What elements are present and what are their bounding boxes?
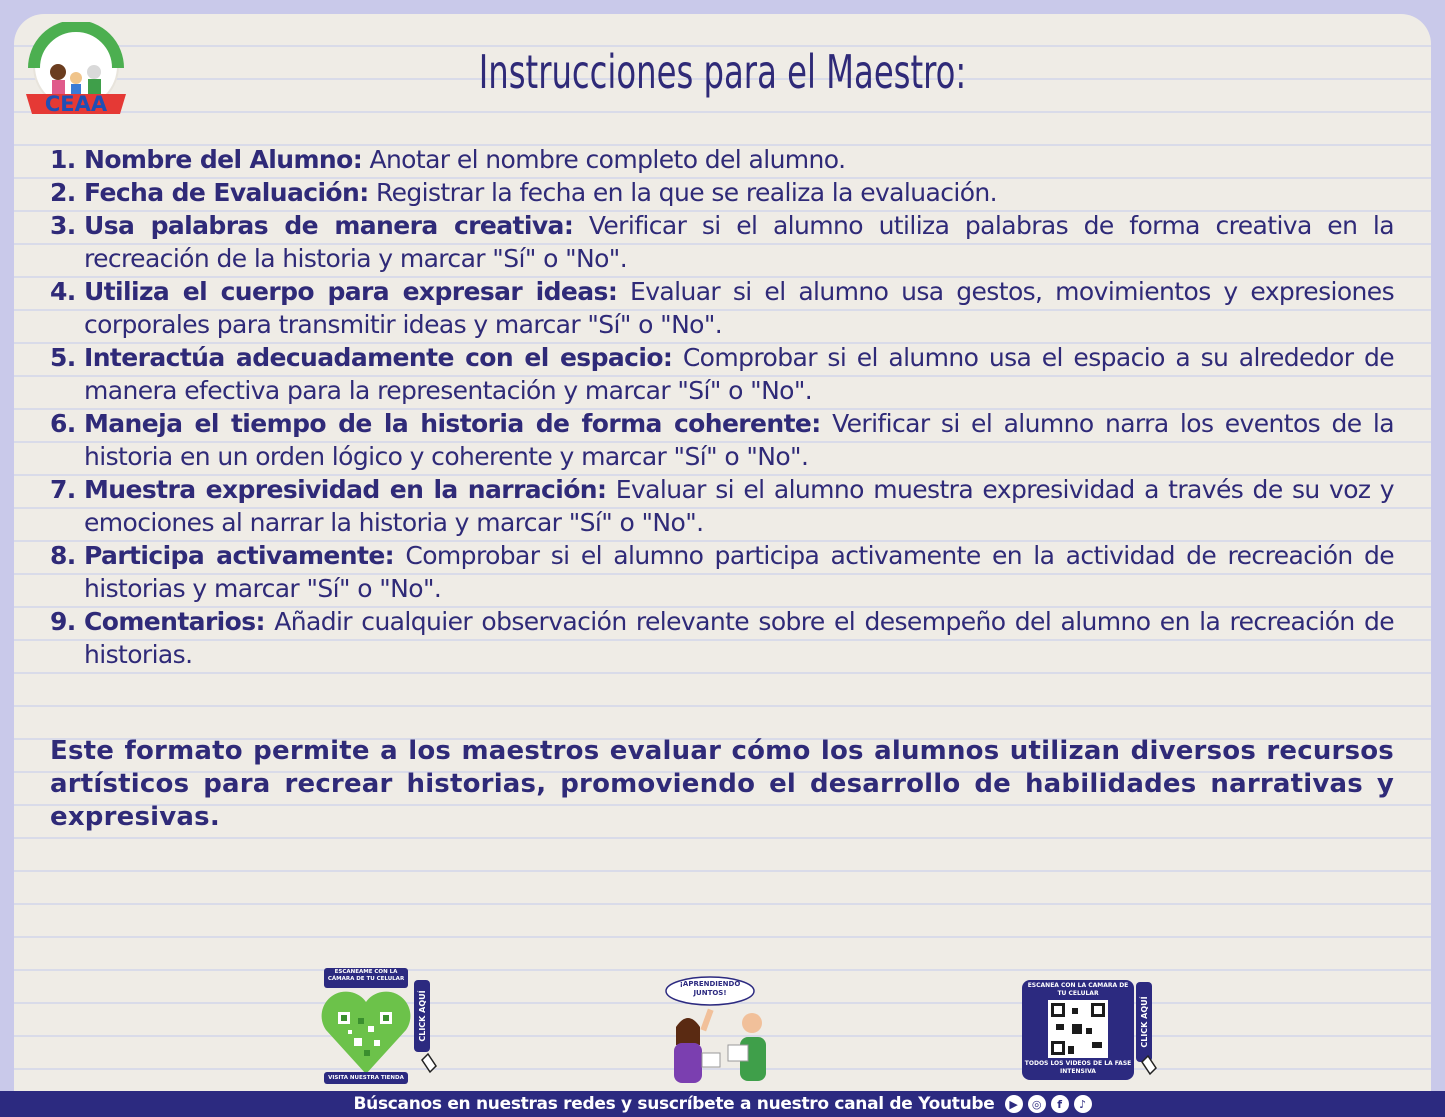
footer-bar	[0, 1091, 1445, 1117]
ceaa-logo	[20, 22, 132, 117]
svg-text:CLICK AQUÍ: CLICK AQUÍ	[418, 990, 427, 1042]
list-item: 3. Usa palabras de manera creativa: Verificar si el alumno utiliza palabras de forma creativa en la recreación de la historia y marcar "Sí" o "No".	[50, 211, 1394, 273]
list-item: 4. Utiliza el cuerpo para expresar ideas: Evaluar si el alumno usa gestos, movimientos y expresiones corporales para transmitir ideas y marcar "Sí" o "No".	[50, 277, 1394, 339]
tiktok-icon[interactable]: ♪	[1074, 1095, 1092, 1113]
store-qr-link[interactable]: ESCANÉAME CON LA CÁMARA DE TU CELULAR VISITA NUESTRA TIENDA CLICK AQUÍ	[318, 968, 442, 1086]
list-item: 5. Interactúa adecuadamente con el espacio: Comprobar si el alumno usa el espacio a su alrededor de manera efectiva para la representación y marcar "Sí" o "No".	[50, 343, 1394, 405]
list-item: 7. Muestra expresividad en la narración: Evaluar si el alumno muestra expresividad a través de su voz y emociones al narrar la historia y marcar "Sí" o "No".	[50, 475, 1394, 537]
instruction-list	[50, 143, 1394, 671]
closing-note: Este formato permite a los maestros evaluar cómo los alumnos utilizan diversos recursos artísticos para recrear historias, promoviendo el desarrollo de habilidades narrativas y expresivas.	[50, 736, 1394, 832]
svg-text:CEAA: CEAA	[44, 92, 108, 116]
facebook-icon[interactable]: f	[1051, 1095, 1069, 1113]
social-icons	[1005, 1095, 1092, 1113]
instagram-icon[interactable]: ◎	[1028, 1095, 1046, 1113]
list-item: 6. Maneja el tiempo de la historia de forma coherente: Verificar si el alumno narra los eventos de la historia en un orden lógico y coherente y marcar "Sí" o "No".	[50, 409, 1394, 471]
footer-text: Búscanos en nuestras redes y suscríbete a nuestro canal de Youtube	[353, 1094, 995, 1114]
svg-text:CLICK AQUÍ: CLICK AQUÍ	[1140, 996, 1149, 1048]
videos-qr-link[interactable]: ESCANEA CON LA CÁMARA DE TU CELULAR TODOS LOS VIDEOS DE LA FASE INTENSIVA CLICK AQUÍ	[1020, 978, 1162, 1084]
page-title: Instrucciones para el Maestro:	[478, 45, 967, 99]
list-item: 2. Fecha de Evaluación: Registrar la fecha en la que se realiza la evaluación.	[50, 178, 997, 207]
list-item: 8. Participa activamente: Comprobar si el alumno participa activamente en la actividad de recreación de historias y marcar "Sí" o "No".	[50, 541, 1394, 603]
learning-together-illustration: ¡APRENDIENDO JUNTOS!	[660, 975, 782, 1090]
list-item: 9. Comentarios: Añadir cualquier observación relevante sobre el desempeño del alumno en la recreación de historias.	[50, 607, 1394, 669]
youtube-icon[interactable]: ▶	[1005, 1095, 1023, 1113]
list-item: 1. Nombre del Alumno: Anotar el nombre completo del alumno.	[50, 145, 846, 174]
